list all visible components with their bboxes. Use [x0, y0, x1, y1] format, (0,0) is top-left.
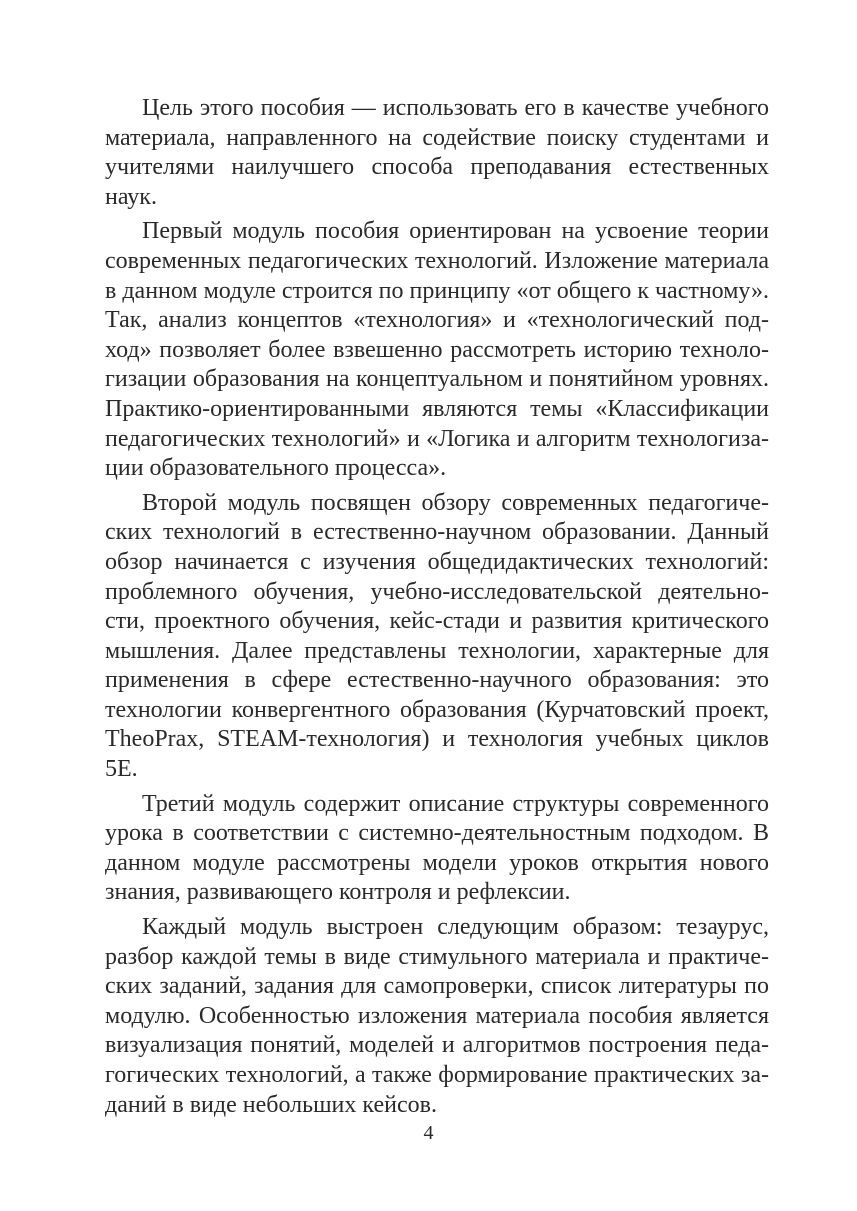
- paragraph-structure: Каждый модуль выстроен следующим образом: тезаурус, разбор каждой темы в виде стимульного материала и практических заданий, задания для самопроверки, список литературы по модулю. Особенностью изложения материала пособия является визуализация понятий, моделей и алгоритмов построения педагогических технологий, а также формирование практических заданий в виде небольших кейсов.: [105, 914, 769, 1118]
- paragraph-module-3: Третий модуль содержит описание структуры современного урока в соответствии с системно-деятельностным подходом. В данном модуле рассмотрены модели уроков открытия нового знания, развивающего контроля и рефлексии.: [105, 790, 769, 906]
- paragraph-module-1: Первый модуль пособия ориентирован на усвоение теории современных педагогических технологий. Изложение материала в данном модуле строится по принципу «от общего к частному». Так, анализ концептов «технология» и «технологический подход» позволяет более взвешенно рассмотреть историю технологизации образования на концептуальном и понятийном уровнях. Практико-ориентированными являются темы «Классификации педагогических технологий» и «Логика и алгоритм технологизации образовательного процесса».: [105, 218, 770, 482]
- body-text: [105, 94, 769, 1125]
- page-number: 4: [423, 1122, 434, 1144]
- paragraph-module-2: Второй модуль посвящен обзору современных педагогических технологий в естественно-научном образовании. Данный обзор начинается с изучения общедидактических технологий: проблемного обучения, учебно-исследовательской деятельности, проектного обучения, кейс-стади и развития критического мышления. Далее представлены технологии, характерные для применения в сфере естественно-научного образования: это технологии конвергентного образования (Курчатовский проект, TheoPrax, STEAM-технология) и технология учебных циклов 5E.: [105, 489, 769, 783]
- paragraph-goal: Цель этого пособия — использовать его в качестве учебного материала, направленного на содействие поиску студентами и учителями наилучшего способа преподавания естественных наук.: [105, 95, 769, 210]
